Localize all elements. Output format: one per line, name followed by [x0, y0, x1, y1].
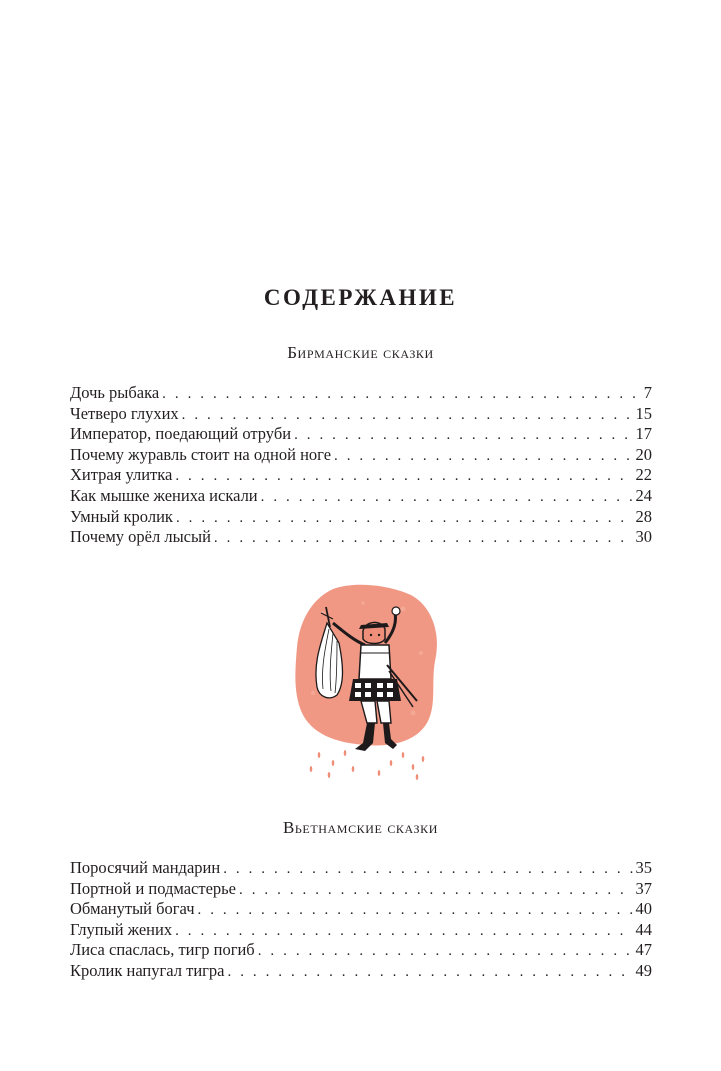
toc-entry-page: 7 — [643, 383, 652, 402]
toc-entry-title: Поросячий мандарин — [70, 858, 221, 877]
toc-entry[interactable] — [70, 507, 652, 528]
toc-entry-page: 49 — [635, 960, 652, 980]
toc-entry-title: Хитрая улитка — [70, 465, 173, 485]
dot-leader — [239, 880, 632, 900]
toc-entry[interactable] — [70, 940, 652, 961]
dot-leader — [162, 384, 641, 404]
toc-entry[interactable] — [70, 899, 652, 920]
toc-entry-title: Глупый жених — [70, 919, 173, 939]
dot-leader — [175, 921, 632, 941]
toc-entry-title: Почему орёл лысый — [70, 527, 211, 547]
toc-entry-title: Умный кролик — [70, 506, 173, 526]
toc-entry-title: Дочь рыбака — [70, 383, 160, 402]
dot-leader — [214, 528, 633, 548]
dot-leader — [261, 487, 633, 507]
toc-list-vietnamese — [70, 858, 652, 982]
toc-entry[interactable] — [70, 920, 652, 941]
toc-entry[interactable] — [70, 858, 652, 879]
toc-entry-title: Портной и подмастерье — [70, 878, 237, 898]
dot-leader — [175, 466, 632, 486]
toc-entry[interactable] — [70, 424, 652, 445]
toc-entry[interactable] — [70, 961, 652, 982]
toc-list-burmese — [70, 383, 652, 548]
illustration-svg — [293, 583, 439, 783]
warrior-with-fan-illustration — [293, 583, 439, 783]
toc-entry-page: 17 — [635, 424, 652, 444]
toc-entry-page: 47 — [635, 940, 652, 960]
toc-entry[interactable] — [70, 527, 652, 548]
section-heading-burmese: Бирманские сказки — [287, 343, 434, 362]
toc-entry-title: Как мышке жениха искали — [70, 485, 258, 505]
toc-entry-title: Четверо глухих — [70, 403, 179, 423]
toc-entry-page: 30 — [635, 527, 652, 547]
dot-leader — [294, 425, 632, 445]
toc-entry-page: 24 — [635, 485, 652, 505]
falling-flecks — [310, 750, 425, 780]
dot-leader — [223, 859, 632, 879]
toc-entry[interactable] — [70, 404, 652, 425]
toc-entry-page: 22 — [635, 465, 652, 485]
dot-leader — [334, 446, 632, 466]
toc-entry-page: 40 — [635, 899, 652, 919]
dot-leader — [176, 508, 633, 528]
toc-entry-title: Почему журавль стоит на одной ноге — [70, 444, 332, 464]
toc-entry-title: Лиса спаслась, тигр погиб — [70, 940, 255, 960]
toc-entry-page: 15 — [635, 403, 652, 423]
warrior-head — [359, 622, 389, 643]
toc-entry[interactable] — [70, 445, 652, 466]
toc-entry-page: 20 — [635, 444, 652, 464]
toc-entry[interactable] — [70, 383, 652, 404]
toc-entry-page: 44 — [635, 919, 652, 939]
toc-entry-page: 28 — [635, 506, 652, 526]
dot-leader — [228, 962, 633, 982]
toc-entry[interactable] — [70, 465, 652, 486]
dot-leader — [198, 900, 633, 920]
toc-entry-page: 35 — [635, 858, 652, 877]
toc-entry-title: Кролик напугал тигра — [70, 960, 225, 980]
toc-entry[interactable] — [70, 486, 652, 507]
fist-icon — [392, 607, 400, 615]
toc-entry-title: Обманутый богач — [70, 899, 195, 919]
toc-entry[interactable] — [70, 879, 652, 900]
section-heading-vietnamese: Вьетнамские сказки — [282, 818, 438, 837]
dot-leader — [182, 405, 633, 425]
page-title: СОДЕРЖАНИЕ — [263, 285, 458, 311]
toc-entry-title: Император, поедающий отруби — [70, 424, 292, 444]
dot-leader — [258, 941, 633, 961]
toc-entry-page: 37 — [635, 878, 652, 898]
